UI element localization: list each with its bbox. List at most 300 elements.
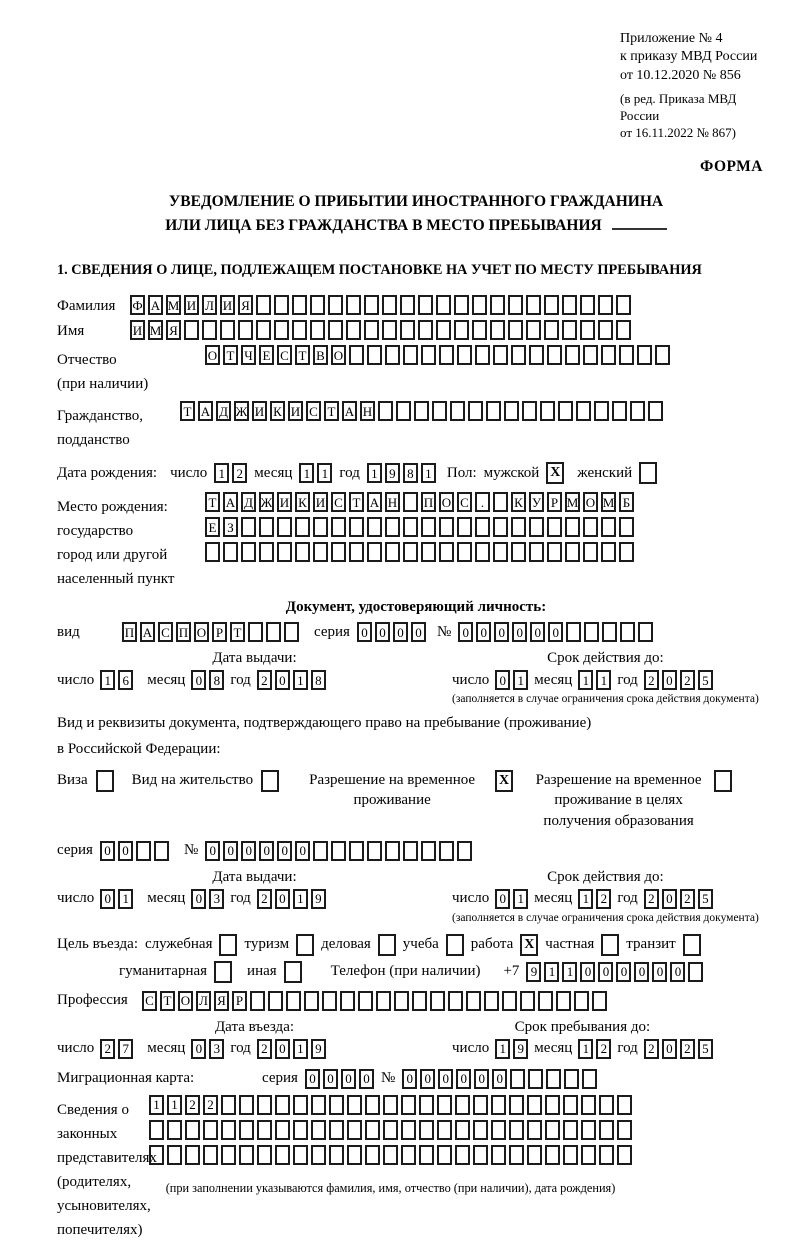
char-cell[interactable] xyxy=(544,320,559,340)
char-cell[interactable] xyxy=(401,1095,416,1115)
char-cell[interactable] xyxy=(468,401,483,421)
char-cell[interactable]: 0 xyxy=(357,622,372,642)
char-cell[interactable] xyxy=(347,1095,362,1115)
char-cell[interactable] xyxy=(378,401,393,421)
char-cell[interactable] xyxy=(582,1069,597,1089)
char-cell[interactable]: 2 xyxy=(185,1095,200,1115)
char-cell[interactable] xyxy=(540,401,555,421)
char-cell[interactable] xyxy=(185,1120,200,1140)
char-cell[interactable]: А xyxy=(223,492,238,512)
char-cell[interactable]: 2 xyxy=(257,1039,272,1059)
char-cell[interactable]: 0 xyxy=(393,622,408,642)
checkbox-work[interactable]: X xyxy=(520,934,538,956)
char-cell[interactable] xyxy=(602,622,617,642)
char-cell[interactable] xyxy=(367,517,382,537)
char-cell[interactable] xyxy=(566,622,581,642)
char-cell[interactable] xyxy=(546,1069,561,1089)
char-cell[interactable]: 0 xyxy=(456,1069,471,1089)
char-cell[interactable] xyxy=(292,295,307,315)
char-cell[interactable] xyxy=(581,1120,596,1140)
char-cell[interactable] xyxy=(511,542,526,562)
char-cell[interactable]: А xyxy=(342,401,357,421)
char-cell[interactable] xyxy=(328,320,343,340)
char-cell[interactable] xyxy=(528,1069,543,1089)
char-cell[interactable]: 2 xyxy=(257,889,272,909)
char-cell[interactable] xyxy=(493,492,508,512)
char-cell[interactable] xyxy=(617,1120,632,1140)
char-cell[interactable] xyxy=(598,320,613,340)
char-cell[interactable] xyxy=(203,1145,218,1165)
char-cell[interactable] xyxy=(257,1120,272,1140)
char-cell[interactable]: 0 xyxy=(411,622,426,642)
char-cell[interactable]: 8 xyxy=(209,670,224,690)
char-cell[interactable] xyxy=(221,1095,236,1115)
char-cell[interactable] xyxy=(648,401,663,421)
char-cell[interactable]: 0 xyxy=(205,841,220,861)
char-cell[interactable] xyxy=(347,1120,362,1140)
char-cell[interactable] xyxy=(221,1145,236,1165)
char-cell[interactable]: 1 xyxy=(100,670,115,690)
char-cell[interactable]: Т xyxy=(295,345,310,365)
char-cell[interactable] xyxy=(504,401,519,421)
char-cell[interactable]: М xyxy=(166,295,181,315)
char-cell[interactable] xyxy=(418,320,433,340)
char-cell[interactable] xyxy=(439,517,454,537)
char-cell[interactable] xyxy=(268,991,283,1011)
char-cell[interactable] xyxy=(329,1145,344,1165)
char-cell[interactable] xyxy=(432,401,447,421)
char-cell[interactable]: 5 xyxy=(698,1039,713,1059)
char-cell[interactable] xyxy=(349,542,364,562)
char-cell[interactable]: Т xyxy=(205,492,220,512)
char-cell[interactable]: 0 xyxy=(191,1039,206,1059)
char-cell[interactable]: 0 xyxy=(662,670,677,690)
char-cell[interactable]: 0 xyxy=(616,962,631,982)
char-cell[interactable] xyxy=(637,345,652,365)
char-cell[interactable] xyxy=(311,1095,326,1115)
char-cell[interactable]: 2 xyxy=(680,889,695,909)
char-cell[interactable] xyxy=(620,622,635,642)
char-cell[interactable] xyxy=(385,345,400,365)
char-cell[interactable]: 0 xyxy=(652,962,667,982)
char-cell[interactable] xyxy=(277,517,292,537)
char-cell[interactable] xyxy=(149,1145,164,1165)
char-cell[interactable] xyxy=(421,345,436,365)
char-cell[interactable] xyxy=(455,1145,470,1165)
char-cell[interactable]: 0 xyxy=(512,622,527,642)
char-cell[interactable] xyxy=(419,1095,434,1115)
char-cell[interactable]: Д xyxy=(241,492,256,512)
char-cell[interactable] xyxy=(383,1120,398,1140)
char-cell[interactable]: 1 xyxy=(513,889,528,909)
char-cell[interactable] xyxy=(365,1145,380,1165)
char-cell[interactable] xyxy=(365,1095,380,1115)
char-cell[interactable] xyxy=(493,517,508,537)
char-cell[interactable]: С xyxy=(331,492,346,512)
char-cell[interactable] xyxy=(688,962,703,982)
char-cell[interactable]: 1 xyxy=(421,463,436,483)
char-cell[interactable] xyxy=(421,841,436,861)
char-cell[interactable] xyxy=(394,991,409,1011)
char-cell[interactable] xyxy=(455,1120,470,1140)
char-cell[interactable] xyxy=(223,542,238,562)
char-cell[interactable]: 1 xyxy=(578,670,593,690)
char-cell[interactable] xyxy=(403,345,418,365)
checkbox-residence-permit[interactable] xyxy=(261,770,279,792)
char-cell[interactable]: Б xyxy=(619,492,634,512)
char-cell[interactable] xyxy=(493,345,508,365)
char-cell[interactable] xyxy=(340,991,355,1011)
checkbox-official[interactable] xyxy=(219,934,237,956)
char-cell[interactable]: 1 xyxy=(562,962,577,982)
char-cell[interactable] xyxy=(331,517,346,537)
char-cell[interactable]: О xyxy=(331,345,346,365)
char-cell[interactable] xyxy=(565,517,580,537)
char-cell[interactable]: 5 xyxy=(698,889,713,909)
char-cell[interactable] xyxy=(239,1120,254,1140)
char-cell[interactable]: У xyxy=(529,492,544,512)
char-cell[interactable] xyxy=(275,1095,290,1115)
char-cell[interactable] xyxy=(527,1145,542,1165)
char-cell[interactable] xyxy=(439,542,454,562)
char-cell[interactable] xyxy=(545,1095,560,1115)
char-cell[interactable] xyxy=(436,295,451,315)
char-cell[interactable] xyxy=(184,320,199,340)
char-cell[interactable]: С xyxy=(158,622,173,642)
char-cell[interactable] xyxy=(612,401,627,421)
char-cell[interactable]: 1 xyxy=(149,1095,164,1115)
char-cell[interactable]: 0 xyxy=(598,962,613,982)
char-cell[interactable]: 8 xyxy=(403,463,418,483)
char-cell[interactable] xyxy=(329,1120,344,1140)
char-cell[interactable]: Я xyxy=(166,320,181,340)
char-cell[interactable]: А xyxy=(367,492,382,512)
char-cell[interactable] xyxy=(592,991,607,1011)
char-cell[interactable]: 9 xyxy=(311,1039,326,1059)
char-cell[interactable] xyxy=(508,320,523,340)
char-cell[interactable] xyxy=(331,841,346,861)
char-cell[interactable] xyxy=(266,622,281,642)
char-cell[interactable] xyxy=(403,492,418,512)
char-cell[interactable]: Е xyxy=(259,345,274,365)
char-cell[interactable] xyxy=(538,991,553,1011)
char-cell[interactable] xyxy=(556,991,571,1011)
char-cell[interactable]: 2 xyxy=(644,889,659,909)
char-cell[interactable] xyxy=(491,1145,506,1165)
char-cell[interactable] xyxy=(472,320,487,340)
char-cell[interactable]: И xyxy=(288,401,303,421)
char-cell[interactable]: 3 xyxy=(209,889,224,909)
char-cell[interactable]: Л xyxy=(196,991,211,1011)
char-cell[interactable] xyxy=(601,517,616,537)
char-cell[interactable] xyxy=(511,517,526,537)
char-cell[interactable] xyxy=(493,542,508,562)
char-cell[interactable]: Т xyxy=(349,492,364,512)
checkbox-humanitarian[interactable] xyxy=(214,961,232,983)
char-cell[interactable]: Р xyxy=(232,991,247,1011)
char-cell[interactable]: А xyxy=(140,622,155,642)
char-cell[interactable]: 0 xyxy=(476,622,491,642)
char-cell[interactable] xyxy=(202,320,217,340)
char-cell[interactable]: 2 xyxy=(644,670,659,690)
char-cell[interactable] xyxy=(403,517,418,537)
char-cell[interactable] xyxy=(382,295,397,315)
char-cell[interactable]: Д xyxy=(216,401,231,421)
char-cell[interactable] xyxy=(450,401,465,421)
char-cell[interactable] xyxy=(457,345,472,365)
char-cell[interactable] xyxy=(599,1145,614,1165)
checkbox-study[interactable] xyxy=(446,934,464,956)
char-cell[interactable] xyxy=(365,1120,380,1140)
char-cell[interactable] xyxy=(529,517,544,537)
char-cell[interactable]: 1 xyxy=(293,670,308,690)
char-cell[interactable] xyxy=(510,1069,525,1089)
char-cell[interactable]: Н xyxy=(360,401,375,421)
char-cell[interactable]: 1 xyxy=(495,1039,510,1059)
char-cell[interactable] xyxy=(619,517,634,537)
char-cell[interactable]: 0 xyxy=(223,841,238,861)
char-cell[interactable] xyxy=(529,345,544,365)
char-cell[interactable]: 0 xyxy=(495,670,510,690)
char-cell[interactable] xyxy=(400,320,415,340)
char-cell[interactable] xyxy=(364,320,379,340)
char-cell[interactable] xyxy=(475,345,490,365)
char-cell[interactable]: 0 xyxy=(420,1069,435,1089)
char-cell[interactable]: 1 xyxy=(513,670,528,690)
char-cell[interactable] xyxy=(401,1145,416,1165)
char-cell[interactable]: 2 xyxy=(680,1039,695,1059)
char-cell[interactable] xyxy=(580,320,595,340)
checkbox-tourism[interactable] xyxy=(296,934,314,956)
char-cell[interactable] xyxy=(473,1120,488,1140)
char-cell[interactable]: 0 xyxy=(670,962,685,982)
char-cell[interactable] xyxy=(349,345,364,365)
char-cell[interactable] xyxy=(486,401,501,421)
char-cell[interactable]: О xyxy=(178,991,193,1011)
char-cell[interactable] xyxy=(520,991,535,1011)
char-cell[interactable]: Т xyxy=(230,622,245,642)
char-cell[interactable] xyxy=(421,542,436,562)
char-cell[interactable]: 3 xyxy=(209,1039,224,1059)
char-cell[interactable]: 2 xyxy=(203,1095,218,1115)
char-cell[interactable] xyxy=(547,517,562,537)
char-cell[interactable] xyxy=(382,320,397,340)
char-cell[interactable]: 0 xyxy=(402,1069,417,1089)
char-cell[interactable]: 9 xyxy=(513,1039,528,1059)
char-cell[interactable]: 0 xyxy=(662,889,677,909)
char-cell[interactable] xyxy=(358,991,373,1011)
char-cell[interactable]: 0 xyxy=(492,1069,507,1089)
char-cell[interactable]: 2 xyxy=(100,1039,115,1059)
char-cell[interactable]: Ч xyxy=(241,345,256,365)
char-cell[interactable] xyxy=(383,1095,398,1115)
char-cell[interactable]: 1 xyxy=(299,463,314,483)
char-cell[interactable] xyxy=(436,320,451,340)
char-cell[interactable]: 5 xyxy=(698,670,713,690)
char-cell[interactable]: 2 xyxy=(596,1039,611,1059)
char-cell[interactable] xyxy=(311,1145,326,1165)
char-cell[interactable] xyxy=(419,1120,434,1140)
char-cell[interactable] xyxy=(563,1095,578,1115)
char-cell[interactable]: С xyxy=(457,492,472,512)
char-cell[interactable]: 1 xyxy=(118,889,133,909)
char-cell[interactable]: А xyxy=(148,295,163,315)
char-cell[interactable] xyxy=(220,320,235,340)
char-cell[interactable] xyxy=(274,320,289,340)
char-cell[interactable] xyxy=(331,542,346,562)
char-cell[interactable]: 1 xyxy=(578,889,593,909)
char-cell[interactable] xyxy=(256,320,271,340)
char-cell[interactable]: 0 xyxy=(474,1069,489,1089)
char-cell[interactable]: 1 xyxy=(544,962,559,982)
char-cell[interactable]: С xyxy=(306,401,321,421)
char-cell[interactable] xyxy=(385,542,400,562)
char-cell[interactable] xyxy=(367,841,382,861)
char-cell[interactable] xyxy=(522,401,537,421)
char-cell[interactable] xyxy=(385,841,400,861)
char-cell[interactable]: . xyxy=(475,492,490,512)
checkbox-visa[interactable] xyxy=(96,770,114,792)
char-cell[interactable] xyxy=(403,542,418,562)
char-cell[interactable]: 2 xyxy=(596,889,611,909)
char-cell[interactable] xyxy=(491,1095,506,1115)
char-cell[interactable]: Я xyxy=(214,991,229,1011)
char-cell[interactable] xyxy=(616,320,631,340)
char-cell[interactable] xyxy=(328,295,343,315)
char-cell[interactable] xyxy=(396,401,411,421)
char-cell[interactable]: М xyxy=(601,492,616,512)
char-cell[interactable] xyxy=(508,295,523,315)
char-cell[interactable] xyxy=(655,345,670,365)
char-cell[interactable]: Ф xyxy=(130,295,145,315)
char-cell[interactable] xyxy=(547,345,562,365)
char-cell[interactable]: Е xyxy=(205,517,220,537)
char-cell[interactable] xyxy=(448,991,463,1011)
char-cell[interactable] xyxy=(221,1120,236,1140)
char-cell[interactable]: 2 xyxy=(680,670,695,690)
char-cell[interactable] xyxy=(241,542,256,562)
char-cell[interactable]: М xyxy=(565,492,580,512)
char-cell[interactable]: В xyxy=(313,345,328,365)
char-cell[interactable] xyxy=(293,1120,308,1140)
char-cell[interactable]: О xyxy=(205,345,220,365)
char-cell[interactable]: 0 xyxy=(530,622,545,642)
char-cell[interactable] xyxy=(437,1095,452,1115)
checkbox-other[interactable] xyxy=(284,961,302,983)
char-cell[interactable]: И xyxy=(277,492,292,512)
char-cell[interactable] xyxy=(455,1095,470,1115)
char-cell[interactable]: 9 xyxy=(311,889,326,909)
char-cell[interactable] xyxy=(403,841,418,861)
char-cell[interactable] xyxy=(601,345,616,365)
char-cell[interactable]: 0 xyxy=(118,841,133,861)
char-cell[interactable] xyxy=(412,991,427,1011)
char-cell[interactable] xyxy=(638,622,653,642)
char-cell[interactable] xyxy=(310,295,325,315)
char-cell[interactable] xyxy=(347,1145,362,1165)
char-cell[interactable]: 0 xyxy=(275,1039,290,1059)
char-cell[interactable]: 1 xyxy=(367,463,382,483)
char-cell[interactable] xyxy=(414,401,429,421)
checkbox-female[interactable] xyxy=(639,462,657,484)
char-cell[interactable]: Т xyxy=(160,991,175,1011)
char-cell[interactable] xyxy=(367,345,382,365)
char-cell[interactable] xyxy=(457,841,472,861)
char-cell[interactable] xyxy=(527,1120,542,1140)
char-cell[interactable] xyxy=(544,295,559,315)
char-cell[interactable]: Л xyxy=(202,295,217,315)
char-cell[interactable] xyxy=(259,517,274,537)
char-cell[interactable] xyxy=(349,841,364,861)
char-cell[interactable] xyxy=(400,295,415,315)
char-cell[interactable] xyxy=(238,320,253,340)
char-cell[interactable]: С xyxy=(142,991,157,1011)
char-cell[interactable] xyxy=(581,1095,596,1115)
char-cell[interactable]: Я xyxy=(238,295,253,315)
char-cell[interactable] xyxy=(563,1145,578,1165)
char-cell[interactable] xyxy=(502,991,517,1011)
char-cell[interactable] xyxy=(509,1145,524,1165)
char-cell[interactable] xyxy=(311,1120,326,1140)
char-cell[interactable] xyxy=(509,1095,524,1115)
char-cell[interactable] xyxy=(292,320,307,340)
char-cell[interactable] xyxy=(563,1120,578,1140)
char-cell[interactable] xyxy=(545,1145,560,1165)
char-cell[interactable] xyxy=(376,991,391,1011)
char-cell[interactable] xyxy=(136,841,151,861)
char-cell[interactable] xyxy=(598,295,613,315)
char-cell[interactable] xyxy=(454,295,469,315)
char-cell[interactable] xyxy=(601,542,616,562)
char-cell[interactable] xyxy=(564,1069,579,1089)
char-cell[interactable] xyxy=(329,1095,344,1115)
char-cell[interactable] xyxy=(401,1120,416,1140)
char-cell[interactable]: 0 xyxy=(191,670,206,690)
checkbox-temp-residence-edu[interactable] xyxy=(714,770,732,792)
char-cell[interactable]: Т xyxy=(324,401,339,421)
char-cell[interactable] xyxy=(565,345,580,365)
char-cell[interactable] xyxy=(284,622,299,642)
char-cell[interactable]: 1 xyxy=(293,1039,308,1059)
char-cell[interactable] xyxy=(583,517,598,537)
char-cell[interactable] xyxy=(304,991,319,1011)
char-cell[interactable]: И xyxy=(184,295,199,315)
char-cell[interactable]: О xyxy=(583,492,598,512)
char-cell[interactable]: 0 xyxy=(438,1069,453,1089)
checkbox-private[interactable] xyxy=(601,934,619,956)
char-cell[interactable]: Р xyxy=(547,492,562,512)
char-cell[interactable] xyxy=(439,345,454,365)
char-cell[interactable] xyxy=(346,295,361,315)
char-cell[interactable]: 2 xyxy=(257,670,272,690)
char-cell[interactable]: 0 xyxy=(548,622,563,642)
char-cell[interactable] xyxy=(457,517,472,537)
char-cell[interactable]: 2 xyxy=(644,1039,659,1059)
char-cell[interactable]: Н xyxy=(385,492,400,512)
char-cell[interactable] xyxy=(457,542,472,562)
char-cell[interactable] xyxy=(439,841,454,861)
char-cell[interactable] xyxy=(509,1120,524,1140)
char-cell[interactable] xyxy=(466,991,481,1011)
char-cell[interactable]: 0 xyxy=(241,841,256,861)
char-cell[interactable] xyxy=(475,517,490,537)
char-cell[interactable]: 0 xyxy=(277,841,292,861)
char-cell[interactable]: Т xyxy=(180,401,195,421)
char-cell[interactable]: 0 xyxy=(458,622,473,642)
char-cell[interactable] xyxy=(617,1095,632,1115)
char-cell[interactable]: О xyxy=(194,622,209,642)
char-cell[interactable]: И xyxy=(313,492,328,512)
